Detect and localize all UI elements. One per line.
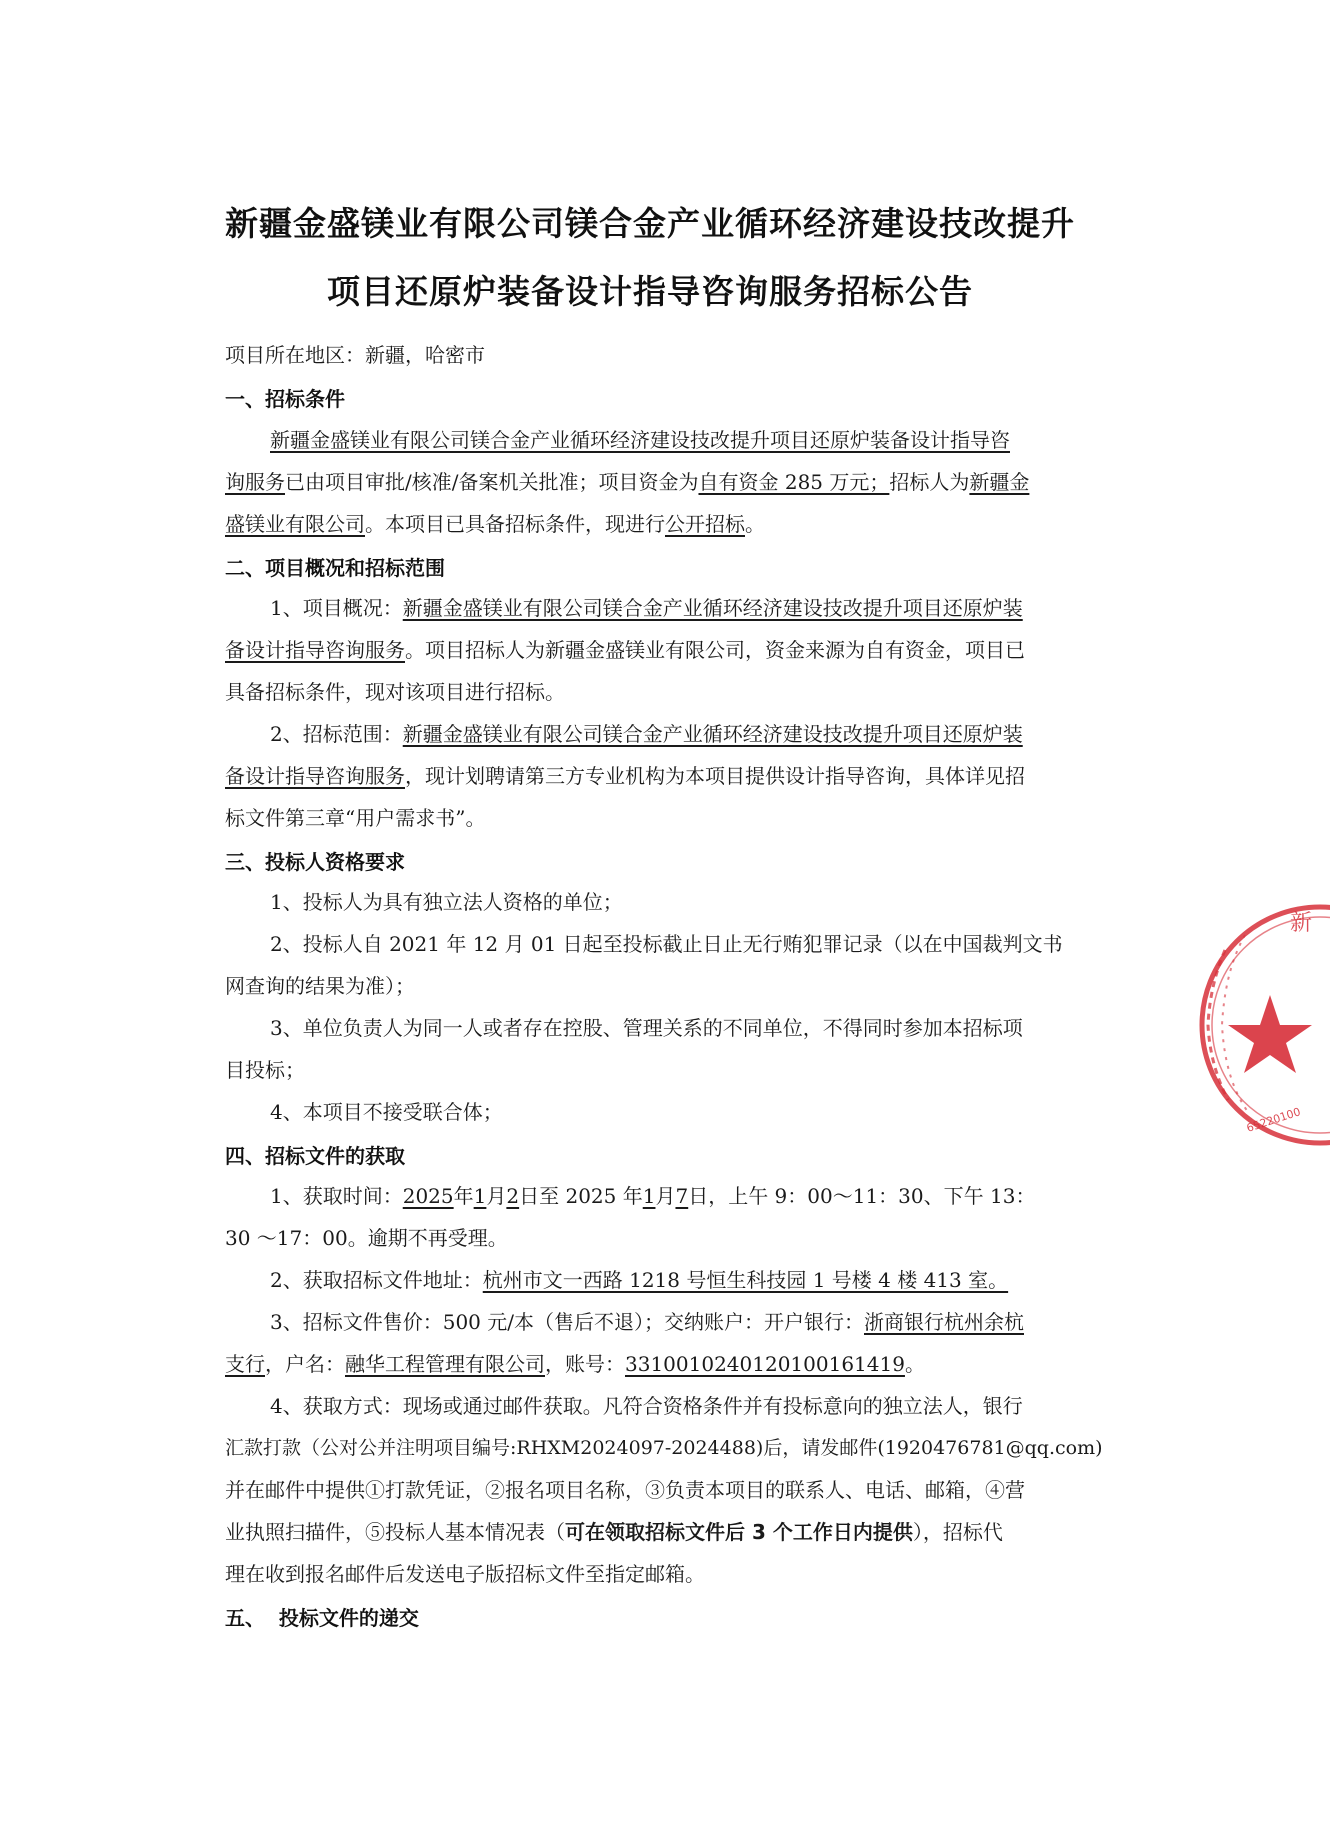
seal-char: 新	[1290, 911, 1313, 936]
section1-para-line1	[270, 426, 1010, 454]
section3-item3-line2: 目投标；	[225, 1058, 305, 1082]
end-day: 7	[675, 1184, 689, 1208]
section1-t2: 招标人为	[889, 470, 970, 494]
text-yue: 月	[486, 1184, 507, 1208]
section3-item1: 1、投标人为具有独立法人资格的单位；	[270, 890, 623, 914]
item4-bold-note: 可在领取招标文件后 3 个工作日内提供	[565, 1520, 913, 1544]
section2-item1-text: 。项目招标人为新疆金盛镁业有限公司，资金来源为自有资金，项目已	[405, 638, 1025, 662]
section2-item1-line2	[225, 636, 1025, 664]
time-range-text: 日，上午 9：00～11：30、下午 13：	[688, 1184, 1036, 1208]
section4-item3-text: 3、招标文件售价：500 元/本（售后不退）；交纳账户：开户银行：	[270, 1310, 864, 1334]
section4-item1-label: 1、获取时间：	[270, 1184, 403, 1208]
section3-heading: 三、投标人资格要求	[225, 850, 405, 874]
seal-script-text-icon-2	[1222, 935, 1248, 1112]
section3-item2-line2: 网查询的结果为准）；	[225, 974, 415, 998]
doc-title-line1: 新疆金盛镁业有限公司镁合金产业循环经济建设技改提升	[225, 204, 1075, 243]
section3-item2-line1: 2、投标人自 2021 年 12 月 01 日起至投标截止日止无行贿犯罪记录（以在中国裁判文书	[270, 932, 1063, 956]
section1-funds: 自有资金 285 万元；	[698, 470, 890, 494]
account-name: 融华工程管理有限公司	[345, 1352, 545, 1376]
section2-item1-project: 新疆金盛镁业有限公司镁合金产业循环经济建设技改提升项目还原炉装	[402, 596, 1023, 620]
section1-tenderer-a: 新疆金	[969, 470, 1030, 494]
section1-t3: 。本项目已具备招标条件，现进行	[365, 512, 665, 536]
seal-code: 65220100	[1244, 1105, 1303, 1135]
section1-t1: 已由项目审批/核准/备案机关批准；项目资金为	[285, 470, 699, 494]
text-nian: 年	[453, 1184, 474, 1208]
end-month: 1	[642, 1184, 656, 1208]
section3-item4: 4、本项目不接受联合体；	[270, 1100, 503, 1124]
section4-item2	[270, 1266, 1008, 1294]
section2-item1-line1	[270, 594, 1023, 622]
company-seal-stamp	[1150, 890, 1330, 1160]
text-ri-to: 日至 2025 年	[519, 1184, 643, 1208]
section1-u1: 询服务	[225, 470, 285, 494]
section1-para-line3	[225, 510, 765, 538]
item4-line4-post: ），招标代	[912, 1520, 1003, 1544]
section4-item2-label: 2、获取招标文件地址：	[270, 1268, 483, 1292]
section2-item1-line3: 具备招标条件，现对该项目进行招标。	[225, 680, 565, 704]
section4-item3-line1	[270, 1308, 1024, 1336]
section4-item3-line2	[225, 1350, 925, 1378]
pickup-address: 杭州市文一西路 1218 号恒生科技园 1 号楼 4 楼 413 室。	[482, 1268, 1009, 1292]
item4-line4-pre: 业执照扫描件，⑤投标人基本情况表（	[225, 1520, 565, 1544]
section4-item1-line1	[270, 1182, 1035, 1210]
section4-item4-line2: 汇款打款（公对公并注明项目编号:RHXM2024097-2024488)后，请发邮件(1920476781@qq.com)	[225, 1437, 1103, 1459]
text-yue-2: 月	[655, 1184, 676, 1208]
section4-item1-line2: 30 ～17：00。逾期不再受理。	[225, 1226, 508, 1250]
section4-item4-line3: 并在邮件中提供①打款凭证，②报名项目名称，③负责本项目的联系人、电话、邮箱，④营	[225, 1478, 1025, 1502]
section2-item2-text: ，现计划聘请第三方专业机构为本项目提供设计指导咨询，具体详见招	[405, 764, 1025, 788]
section4-item4-line1: 4、获取方式：现场或通过邮件获取。凡符合资格条件并有投标意向的独立法人，银行	[270, 1394, 1023, 1418]
bank-name: 浙商银行杭州余杭	[864, 1310, 1024, 1334]
start-month: 1	[473, 1184, 487, 1208]
account-name-label: ，户名：	[265, 1352, 345, 1376]
account-number: 33100102401201001614​19	[625, 1352, 905, 1376]
section2-item2-line3: 标文件第三章“用户需求书”。	[225, 806, 486, 830]
account-no-label: ，账号：	[545, 1352, 625, 1376]
section1-para-line2	[225, 468, 1029, 496]
section1-t4: 。	[745, 512, 765, 536]
doc-title-line2: 项目还原炉装备设计指导咨询服务招标公告	[327, 272, 973, 311]
section2-item1-label: 1、项目概况：	[270, 596, 403, 620]
section2-item1-project-b: 备设计指导咨询服务	[225, 638, 405, 662]
section2-item2-label: 2、招标范围：	[270, 722, 403, 746]
section1-method: 公开招标	[665, 512, 745, 536]
section2-item2-project-b: 备设计指导咨询服务	[225, 764, 405, 788]
start-year: 2025	[402, 1184, 454, 1208]
section3-item3-line1: 3、单位负责人为同一人或者存在控股、管理关系的不同单位，不得同时参加本招标项	[270, 1016, 1023, 1040]
section2-item2-project: 新疆金盛镁业有限公司镁合金产业循环经济建设技改提升项目还原炉装	[402, 722, 1023, 746]
bank-name-b: 支行	[225, 1352, 265, 1376]
section2-item2-line2	[225, 762, 1025, 790]
section1-heading: 一、招标条件	[225, 387, 345, 411]
section4-item4-line4	[225, 1518, 1003, 1546]
section5-heading: 五、 投标文件的递交	[225, 1606, 419, 1630]
start-day: 2	[506, 1184, 520, 1208]
section4-heading: 四、招标文件的获取	[225, 1144, 405, 1168]
region-line: 项目所在地区：新疆，哈密市	[225, 343, 485, 367]
period: 。	[904, 1352, 925, 1376]
section4-item4-line5: 理在收到报名邮件后发送电子版招标文件至指定邮箱。	[225, 1562, 705, 1586]
seal-star-icon	[1228, 995, 1312, 1073]
section2-heading: 二、项目概况和招标范围	[225, 556, 445, 580]
section1-lead: 新疆金盛镁业有限公司镁合金产业循环经济建设技改提升项目还原炉装备设计指导咨	[270, 428, 1010, 452]
section2-item2-line1	[270, 720, 1023, 748]
section1-tenderer-b: 盛镁业有限公司	[225, 512, 365, 536]
